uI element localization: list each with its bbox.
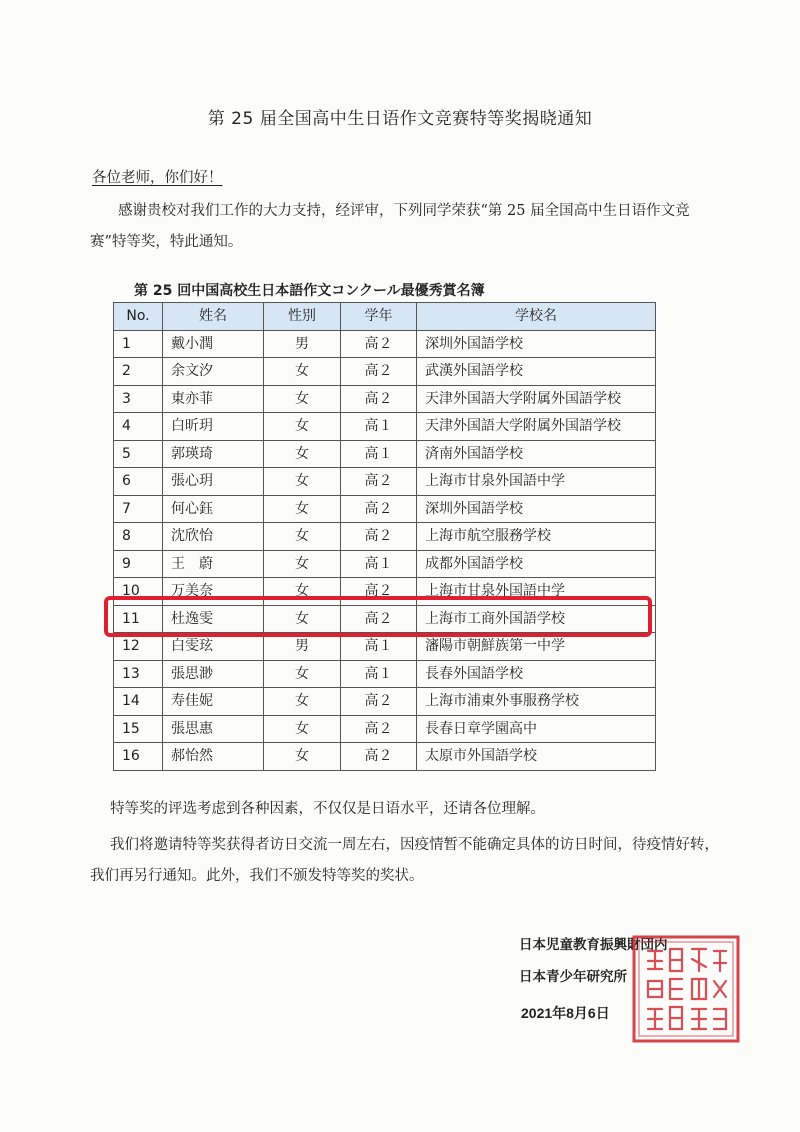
cell-gender: 女 (264, 578, 341, 606)
cell-name: 白昕玥 (163, 413, 264, 441)
cell-school: 上海市甘泉外国語中学 (417, 468, 656, 496)
header-no: No. (114, 303, 163, 331)
cell-name: 王 蔚 (163, 550, 264, 578)
cell-grade: 高２ (341, 358, 417, 386)
cell-school: 済南外国語学校 (417, 440, 656, 468)
cell-grade: 高１ (341, 413, 417, 441)
table-row (114, 605, 656, 633)
table-row (114, 495, 656, 523)
cell-no: 15 (114, 715, 163, 743)
cell-name: 戴小潤 (163, 330, 264, 358)
cell-grade: 高１ (341, 440, 417, 468)
table-row (114, 413, 656, 441)
cell-no: 4 (114, 413, 163, 441)
cell-no: 9 (114, 550, 163, 578)
table-row (114, 660, 656, 688)
cell-school: 深圳外国語学校 (417, 495, 656, 523)
cell-school: 上海市工商外国語学校 (417, 605, 656, 633)
cell-grade: 高１ (341, 550, 417, 578)
cell-name: 張心玥 (163, 468, 264, 496)
note-paragraph-1: 特等奖的评选考虑到各种因素，不仅仅是日语水平，还请各位理解。 (110, 801, 545, 817)
issue-date: 2021年8月6日 (521, 1005, 610, 1021)
table-row (114, 358, 656, 386)
cell-name: 余文汐 (163, 358, 264, 386)
cell-school: 長春外国語学校 (417, 660, 656, 688)
cell-grade: 高２ (341, 385, 417, 413)
cell-name: 郝怡然 (163, 743, 264, 771)
cell-name: 沈欣怡 (163, 523, 264, 551)
cell-gender: 女 (264, 550, 341, 578)
table-row (114, 468, 656, 496)
cell-school: 瀋陽市朝鮮族第一中学 (417, 633, 656, 661)
cell-no: 10 (114, 578, 163, 606)
cell-gender: 女 (264, 413, 341, 441)
table-title: 第 25 回中国高校生日本語作文コンクール最優秀賞名簿 (134, 283, 485, 299)
cell-name: 東亦菲 (163, 385, 264, 413)
cell-school: 成都外国語学校 (417, 550, 656, 578)
table-row (114, 743, 656, 771)
cell-no: 14 (114, 688, 163, 716)
cell-gender: 女 (264, 688, 341, 716)
cell-no: 13 (114, 660, 163, 688)
cell-grade: 高２ (341, 715, 417, 743)
note-paragraph-2: 我们将邀请特等奖获得者访日交流一周左右，因疫情暂不能确定具体的访日时间，待疫情好转，我们再另行通知。此外，我们不颁发特等奖的奖状。 (90, 837, 719, 884)
table-row (114, 330, 656, 358)
cell-gender: 女 (264, 358, 341, 386)
cell-gender: 男 (264, 330, 341, 358)
table-row (114, 523, 656, 551)
cell-gender: 女 (264, 743, 341, 771)
table-row (114, 688, 656, 716)
table-row (114, 578, 656, 606)
header-name: 姓名 (163, 303, 264, 331)
cell-name: 白雯玹 (163, 633, 264, 661)
cell-grade: 高２ (341, 523, 417, 551)
cell-school: 長春日章学園高中 (417, 715, 656, 743)
cell-school: 深圳外国語学校 (417, 330, 656, 358)
cell-grade: 高２ (341, 743, 417, 771)
cell-name: 郭瑛琦 (163, 440, 264, 468)
header-grade: 学年 (341, 303, 417, 331)
cell-school: 上海市浦東外事服務学校 (417, 688, 656, 716)
cell-gender: 女 (264, 385, 341, 413)
official-seal (630, 933, 742, 1045)
award-table (113, 302, 656, 771)
header-school: 学校名 (417, 303, 656, 331)
seal-stamp-icon (630, 933, 742, 1045)
table-row (114, 715, 656, 743)
cell-gender: 女 (264, 605, 341, 633)
table-header-row (114, 303, 656, 331)
cell-no: 16 (114, 743, 163, 771)
table-body (114, 330, 656, 770)
table-row (114, 633, 656, 661)
cell-gender: 女 (264, 440, 341, 468)
cell-gender: 女 (264, 715, 341, 743)
cell-name: 張思惠 (163, 715, 264, 743)
cell-no: 2 (114, 358, 163, 386)
header-gender: 性別 (264, 303, 341, 331)
cell-gender: 女 (264, 495, 341, 523)
cell-grade: 高２ (341, 495, 417, 523)
table-row (114, 385, 656, 413)
cell-no: 1 (114, 330, 163, 358)
cell-school: 天津外国語大学附属外国語学校 (417, 413, 656, 441)
intro-paragraph: 感谢贵校对我们工作的大力支持，经评审，下列同学荣获“第 25 届全国高中生日语作文竞赛”特等奖，特此通知。 (90, 203, 690, 250)
cell-gender: 女 (264, 523, 341, 551)
cell-name: 寿佳妮 (163, 688, 264, 716)
cell-name: 何心鈺 (163, 495, 264, 523)
page-title: 第 25 届全国高中生日语作文竞赛特等奖揭晓通知 (207, 109, 593, 129)
cell-no: 3 (114, 385, 163, 413)
table-row (114, 550, 656, 578)
cell-name: 万美奈 (163, 578, 264, 606)
cell-name: 張思渺 (163, 660, 264, 688)
cell-no: 12 (114, 633, 163, 661)
cell-school: 上海市甘泉外国語中学 (417, 578, 656, 606)
cell-school: 上海市航空服務学校 (417, 523, 656, 551)
table-row (114, 440, 656, 468)
cell-school: 天津外国語大学附属外国語学校 (417, 385, 656, 413)
cell-gender: 男 (264, 633, 341, 661)
cell-grade: 高２ (341, 578, 417, 606)
cell-no: 7 (114, 495, 163, 523)
cell-gender: 女 (264, 468, 341, 496)
cell-school: 太原市外国語学校 (417, 743, 656, 771)
cell-no: 8 (114, 523, 163, 551)
cell-grade: 高２ (341, 605, 417, 633)
cell-grade: 高２ (341, 468, 417, 496)
organization-name-1: 日本児童教育振興財団内 (519, 937, 668, 953)
cell-grade: 高１ (341, 660, 417, 688)
cell-grade: 高２ (341, 330, 417, 358)
greeting: 各位老师，你们好！ (92, 170, 223, 186)
cell-school: 武漢外国語学校 (417, 358, 656, 386)
cell-name: 杜逸雯 (163, 605, 264, 633)
cell-grade: 高１ (341, 633, 417, 661)
cell-gender: 女 (264, 660, 341, 688)
cell-no: 6 (114, 468, 163, 496)
cell-no: 5 (114, 440, 163, 468)
cell-no: 11 (114, 605, 163, 633)
cell-grade: 高２ (341, 688, 417, 716)
organization-name-2: 日本青少年研究所 (519, 969, 627, 985)
